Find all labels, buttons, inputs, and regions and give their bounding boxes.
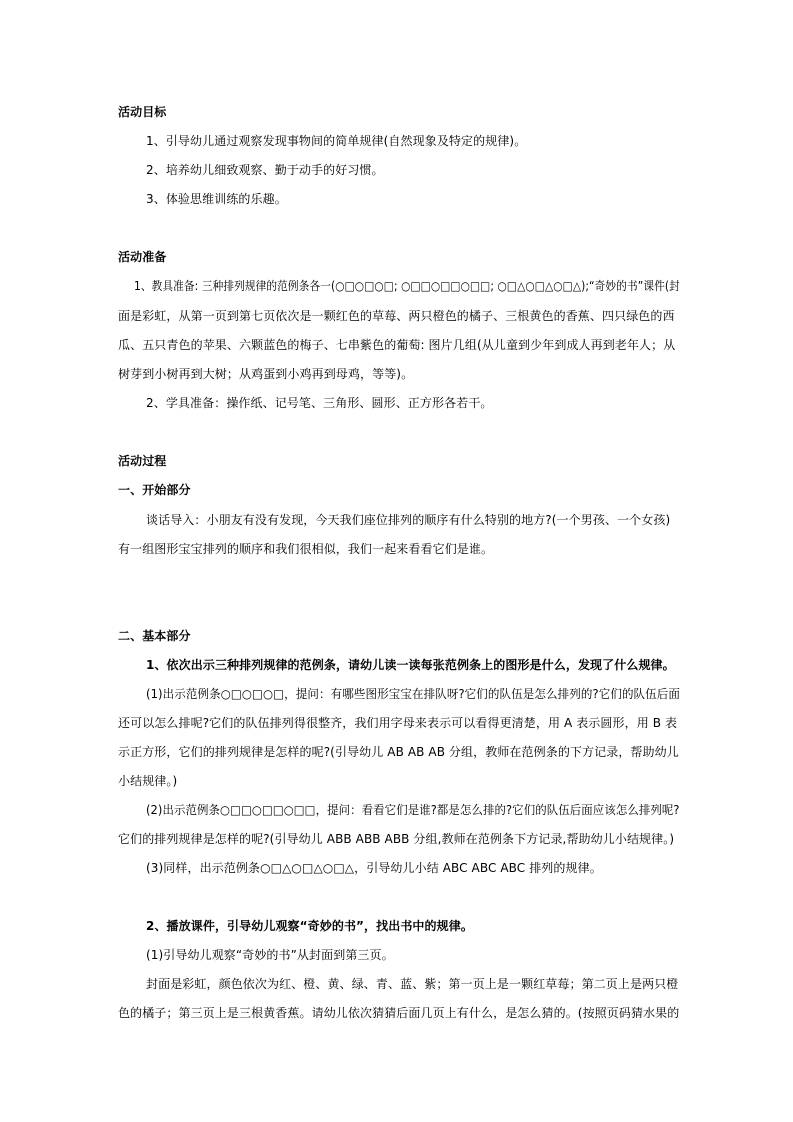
part1-line-1: 谈话导入：小朋友有没有发现，今天我们座位排列的顺序有什么特别的地方?(一个男孩、一个女孩) — [146, 513, 671, 527]
process-title: 活动过程 — [118, 454, 167, 468]
prep-line-5: 2、学具准备：操作纸、记号笔、三角形、圆形、正方形各若干。 — [146, 396, 493, 410]
part1-heading: 一、开始部分 — [118, 483, 191, 497]
sub1-line-4: 小结规律。) — [118, 774, 178, 788]
prep-line-2: 面是彩虹，从第一页到第七页依次是一颗红色的草莓、两只橙色的橘子、三根黄色的香蕉、四只绿色的西 — [118, 309, 675, 323]
goal-item-2: 2、培养幼儿细致观察、勤于动手的好习惯。 — [146, 163, 384, 177]
prep-title: 活动准备 — [118, 250, 167, 264]
sub2-line-2: 封面是彩虹，颜色依次为红、橙、黄、绿、青、蓝、紫；第一页上是一颗红草莓；第二页上是两只橙 — [146, 977, 679, 991]
sub1-line-6: 它们的排列规律是怎样的呢?(引导幼儿 ABB ABB ABB 分组,教师在范例条下方记录,帮助幼儿小结规律。) — [118, 832, 675, 846]
sub2-title: 2、播放课件，引导幼儿观察“奇妙的书”，找出书中的规律。 — [146, 919, 473, 933]
sub1-line-3: 示正方形，它们的排列规律是怎样的呢?(引导幼儿 AB AB AB 分组，教师在范例条的下方记录，帮助幼儿 — [118, 745, 679, 759]
sub2-line-3: 色的橘子；第三页上是三根黄香蕉。请幼儿依次猜猜后面几页上有什么，是怎么猜的。(按照页码猜水果的 — [118, 1006, 680, 1020]
goals-title: 活动目标 — [118, 105, 167, 119]
sub1-line-2: 还可以怎么排呢?它们的队伍排列得很整齐，我们用字母来表示可以看得更清楚，用 A 表示圆形，用 B 表 — [118, 716, 678, 730]
sub2-line-1: (1)引导幼儿观察“奇妙的书”从封面到第三页。 — [146, 948, 394, 962]
prep-line-1: 1、教具准备: 三种排列规律的范例条各一(○□○□○□; ○□□○□□○□□; ○□△○□△○□△);“奇妙的书”课件(封 — [134, 279, 680, 293]
prep-line-4: 树芽到小树再到大树；从鸡蛋到小鸡再到母鸡，等等)。 — [118, 367, 414, 381]
part1-line-2: 有一组图形宝宝排列的顺序和我们很相似，我们一起来看看它们是谁。 — [118, 542, 494, 556]
part2-heading: 二、基本部分 — [118, 629, 191, 643]
sub1-title: 1、依次出示三种排列规律的范例条，请幼儿读一读每张范例条上的图形是什么，发现了什么规律。 — [146, 658, 675, 672]
prep-line-3: 瓜、五只青色的苹果、六颗蓝色的梅子、七串紫色的葡萄: 图片几组(从儿童到少年到成人再到老年人；从 — [118, 338, 676, 352]
sub1-line-1: (1)出示范例条○□○□○□，提问：有哪些图形宝宝在排队呀?它们的队伍是怎么排列的?它们的队伍后面 — [146, 687, 681, 701]
goal-item-3: 3、体验思维训练的乐趣。 — [146, 192, 287, 206]
sub1-line-5: (2)出示范例条○□□○□□○□□，提问：看看它们是谁?都是怎么排的?它们的队伍后面应该怎么排列呢? — [146, 803, 680, 817]
sub1-line-7: (3)同样，出示范例条○□△○□△○□△，引导幼儿小结 ABC ABC ABC 排列的规律。 — [146, 861, 602, 875]
goal-item-1: 1、引导幼儿通过观察发现事物间的简单规律(自然现象及特定的规律)。 — [146, 134, 527, 148]
